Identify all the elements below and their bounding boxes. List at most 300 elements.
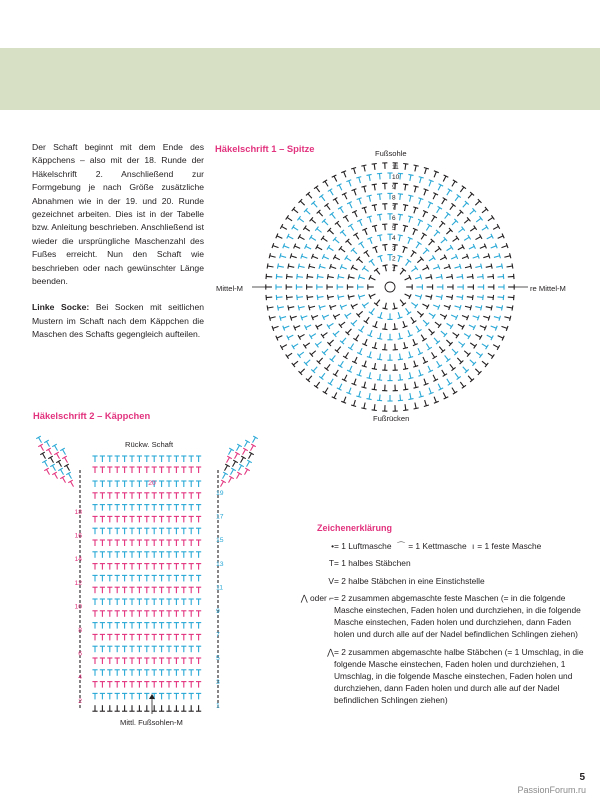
legend-row-hdc <box>288 557 588 569</box>
stitch-row5 <box>137 646 142 652</box>
stitch-row20 <box>152 467 157 473</box>
stitch-row8 <box>152 611 157 617</box>
row-number-left: 12 <box>74 579 82 587</box>
stitch-row2 <box>159 682 164 688</box>
row-number-right: 9 <box>216 608 220 615</box>
left-sock-label: Linke Socke: <box>32 302 90 313</box>
wing-left-stitch-stem <box>39 437 42 442</box>
stitch-row18 <box>92 493 97 499</box>
stitch-row5 <box>122 646 127 652</box>
stitch-row8 <box>166 611 171 617</box>
legend-two-in-one: = 2 halbe Stäbchen in eine Einstichstelle <box>334 575 485 586</box>
stitch-row1 <box>189 693 194 699</box>
stitch-row6 <box>137 634 142 640</box>
wing-left-stitch-stem <box>51 457 54 462</box>
wing-left-stitch-stem <box>65 457 68 462</box>
stitch-row1 <box>144 693 149 699</box>
stitch-row13 <box>152 552 157 558</box>
stitch-row10 <box>196 587 201 593</box>
wing-left-stitch <box>68 480 76 488</box>
stitch-row14 <box>122 540 127 546</box>
stitch-row10 <box>107 587 112 593</box>
stitch-row8 <box>107 611 112 617</box>
wing-right-stitch <box>222 464 230 472</box>
stitch-row14 <box>159 540 164 546</box>
stitch-row16 <box>181 516 186 522</box>
stitch-row8 <box>159 611 164 617</box>
row-number-left: 2 <box>78 697 82 705</box>
stitch-row1 <box>107 693 112 699</box>
wing-right-stitch-stem <box>239 465 242 470</box>
stitch-row6 <box>115 634 120 640</box>
stitch-row20 <box>159 467 164 473</box>
stitch-row12 <box>122 564 127 570</box>
stitch-row13 <box>100 552 105 558</box>
stitch-row13 <box>115 552 120 558</box>
stitch-row2 <box>137 682 142 688</box>
wing-left-stitch <box>60 476 68 484</box>
stitch-bottom <box>159 705 164 711</box>
stitch-row20 <box>100 467 105 473</box>
stitch-row13 <box>144 552 149 558</box>
legend-row-hdc2tog <box>288 646 588 707</box>
stitch-row4 <box>159 658 164 664</box>
stitch-row10 <box>166 587 171 593</box>
stitch-row16 <box>196 516 201 522</box>
chart1-top-label: Fußsohle <box>375 149 407 158</box>
round-number: 11 <box>392 163 399 171</box>
stitch-row4 <box>122 658 127 664</box>
stitch-row18 <box>115 493 120 499</box>
stitch-row7 <box>129 623 134 629</box>
wing-right-stitch-stem <box>251 445 254 450</box>
wing-left-stitch <box>48 456 56 464</box>
stitch-row12 <box>137 564 142 570</box>
stitch-row3 <box>144 670 149 676</box>
stitch-row8 <box>115 611 120 617</box>
stitch-row18 <box>196 493 201 499</box>
stitch-bottom <box>144 705 149 711</box>
stitch-row6 <box>100 634 105 640</box>
stitch-row17 <box>122 505 127 511</box>
stitch-row19 <box>107 481 112 487</box>
stitch-row16 <box>92 516 97 522</box>
stitch-row14 <box>152 540 157 546</box>
stitch-row1 <box>100 693 105 699</box>
row-number-20: 20 <box>148 480 156 487</box>
stitch-row18 <box>181 493 186 499</box>
stitch-row19 <box>100 481 105 487</box>
wing-left-stitch-stem <box>67 465 70 470</box>
single-crochet-icon: ı <box>471 541 475 552</box>
stitch-row8 <box>144 611 149 617</box>
stitch-row20 <box>129 467 134 473</box>
stitch-row14 <box>189 540 194 546</box>
stitch-row16 <box>159 516 164 522</box>
stitch-row15 <box>159 528 164 534</box>
stitch-row15 <box>122 528 127 534</box>
stitch-row16 <box>166 516 171 522</box>
stitch-row9 <box>129 599 134 605</box>
stitch-row12 <box>196 564 201 570</box>
stitch-row1 <box>159 693 164 699</box>
row-number-right: 19 <box>216 490 224 497</box>
stitch-row19 <box>122 481 127 487</box>
stitch-top <box>115 456 120 462</box>
stitch-row3 <box>174 670 179 676</box>
wing-left-stitch <box>46 448 54 456</box>
wing-left-stitch <box>42 460 50 468</box>
wing-right-stitch <box>226 476 234 484</box>
stitch-row18 <box>122 493 127 499</box>
stitch-row3 <box>92 670 97 676</box>
stitch-row17 <box>144 505 149 511</box>
wing-right-stitch-stem <box>229 449 232 454</box>
stitch-row16 <box>129 516 134 522</box>
stitch-row6 <box>159 634 164 640</box>
stitch-bottom <box>181 705 186 711</box>
stitch-row3 <box>152 670 157 676</box>
stitch-row6 <box>181 634 186 640</box>
stitch-row1 <box>174 693 179 699</box>
wing-left-stitch <box>62 456 70 464</box>
wing-right-stitch <box>224 456 232 464</box>
stitch-row13 <box>189 552 194 558</box>
round-number: 2 <box>392 255 396 263</box>
stitch-row16 <box>174 516 179 522</box>
wing-right-stitch <box>226 448 234 456</box>
wing-left-stitch-stem <box>71 481 74 486</box>
sc2tog-alt-icon: ⌐ <box>329 592 334 603</box>
wing-right-stitch-stem <box>229 477 232 482</box>
wing-right-stitch <box>218 480 226 488</box>
stitch-row20 <box>137 467 142 473</box>
chart1-bottom-label: Fußrücken <box>373 414 410 423</box>
stitch-row3 <box>196 670 201 676</box>
stitch-row6 <box>196 634 201 640</box>
stitch-row5 <box>181 646 186 652</box>
stitch-row12 <box>189 564 194 570</box>
stitch-row17 <box>129 505 134 511</box>
row-number-left: 16 <box>74 532 82 540</box>
stitch-row13 <box>174 552 179 558</box>
stitch-row18 <box>129 493 134 499</box>
stitch-bottom <box>100 705 105 711</box>
stitch-row10 <box>152 587 157 593</box>
stitch-row1 <box>115 693 120 699</box>
legend-two-together-fm: = 2 zusammen abgemaschte feste Maschen (= in die folgende Masche einstechen, Faden holen und durchziehen, in die folgende Masche einstechen, Faden holen und durchziehen, dann Faden holen und durch alle auf der Nadel befindlichen Schlingen ziehen) <box>334 592 581 640</box>
stitch-row5 <box>166 646 171 652</box>
wing-right-stitch <box>244 460 252 468</box>
stitch-row8 <box>100 611 105 617</box>
stitch-row12 <box>100 564 105 570</box>
wing-left-stitch-stem <box>57 453 60 458</box>
wing-right-stitch-stem <box>221 481 224 486</box>
row-number-right: 13 <box>216 560 224 568</box>
stitch-row11 <box>137 575 142 581</box>
stitch-row20 <box>174 467 179 473</box>
row-number-right: 11 <box>216 584 224 592</box>
stitch-row19 <box>115 481 120 487</box>
stitch-row17 <box>115 505 120 511</box>
stitch-row20 <box>92 467 97 473</box>
wing-left-stitch-stem <box>47 441 50 446</box>
stitch-row7 <box>159 623 164 629</box>
stitch-row5 <box>92 646 97 652</box>
wing-left-stitch <box>38 444 46 452</box>
stitch-row10 <box>137 587 142 593</box>
row-number-left: 6 <box>78 650 82 658</box>
stitch-bottom <box>115 705 120 711</box>
stitch-row15 <box>181 528 186 534</box>
stitch-bottom <box>166 705 171 711</box>
stitch-row12 <box>174 564 179 570</box>
stitch-row16 <box>107 516 112 522</box>
round-number: 3 <box>392 245 396 253</box>
row-number-right: 1 <box>216 702 220 710</box>
stitch-row5 <box>174 646 179 652</box>
wing-right-stitch-stem <box>243 449 246 454</box>
wing-right-stitch <box>246 452 254 460</box>
stitch-row18 <box>107 493 112 499</box>
stitch-row15 <box>152 528 157 534</box>
wing-left-stitch <box>56 460 64 468</box>
wing-left-stitch <box>44 468 52 476</box>
stitch-row10 <box>92 587 97 593</box>
wing-right-stitch <box>228 468 236 476</box>
stitch-row20 <box>115 467 120 473</box>
stitch-row5 <box>115 646 120 652</box>
legend-feste-masche: = 1 feste Masche <box>477 541 542 552</box>
stitch-row7 <box>144 623 149 629</box>
stitch-row6 <box>129 634 134 640</box>
stitch-row7 <box>122 623 127 629</box>
page-number: 5 <box>579 772 585 783</box>
stitch-row6 <box>92 634 97 640</box>
stitch-row13 <box>196 552 201 558</box>
stitch-row16 <box>122 516 127 522</box>
wing-right-stitch <box>248 444 256 452</box>
stitch-row8 <box>189 611 194 617</box>
legend-oder: oder <box>310 592 327 603</box>
stitch-row5 <box>152 646 157 652</box>
stitch-bottom <box>129 705 134 711</box>
stitch-row16 <box>152 516 157 522</box>
stitch-row19 <box>174 481 179 487</box>
stitch-row3 <box>189 670 194 676</box>
stitch-row12 <box>166 564 171 570</box>
stitch-row14 <box>100 540 105 546</box>
stitch-row4 <box>181 658 186 664</box>
stitch-bottom <box>92 705 97 711</box>
left-sock-text: Bei Socken mit seitlichen Mustern im Schaft nach dem Käppchen die Maschen des Schafts gegengleich aufteilen. <box>32 302 205 340</box>
stitch-row5 <box>196 646 201 652</box>
stitch-row16 <box>144 516 149 522</box>
stitch-row9 <box>181 599 186 605</box>
stitch-row14 <box>137 540 142 546</box>
legend-halbes-staebchen: = 1 halbes Stäbchen <box>334 558 411 569</box>
stitch-row6 <box>152 634 157 640</box>
stitch-row6 <box>144 634 149 640</box>
stitch-row6 <box>122 634 127 640</box>
stitch-row17 <box>181 505 186 511</box>
stitch-row2 <box>174 682 179 688</box>
wing-left-stitch <box>52 444 60 452</box>
stitch-row3 <box>159 670 164 676</box>
wing-right-stitch <box>232 452 240 460</box>
stitch-row11 <box>92 575 97 581</box>
chart1-right-label: re Mittel-M <box>530 284 566 293</box>
stitch-row20 <box>144 467 149 473</box>
stitch-row2 <box>100 682 105 688</box>
stitch-row4 <box>107 658 112 664</box>
stitch-top <box>181 456 186 462</box>
wing-left-stitch-stem <box>41 445 44 450</box>
wing-left-stitch <box>52 472 60 480</box>
chart2-top-label: Rückw. Schaft <box>125 440 174 449</box>
stitch-row14 <box>196 540 201 546</box>
stitch-row17 <box>92 505 97 511</box>
stitch-row3 <box>129 670 134 676</box>
wing-left-stitch-stem <box>55 473 58 478</box>
stitch-row7 <box>137 623 142 629</box>
stitch-row19 <box>196 481 201 487</box>
paragraph-shaft: Der Schaft beginnt mit dem Ende des Käppchens – also mit der 18. Runde der Häkelschrift 2. Anschließend zur Formgebung je nach Größe zusätzliche Abnahmen wie in der 19. und 20. Runde gezeichnet arbeiten. Dies ist in der Tabelle bzw. Anleitung beschrieben. Anschließend ist wieder die ursprüngliche Maschenzahl des Fußes erreicht. Nun den Schaft wie beschrieben oder nach gewünschter Länge beenden. <box>32 142 204 287</box>
stitch-row3 <box>166 670 171 676</box>
stitch-row9 <box>144 599 149 605</box>
stitch-row11 <box>144 575 149 581</box>
stitch-row4 <box>137 658 142 664</box>
wing-right-stitch-stem <box>245 441 248 446</box>
stitch-row1 <box>92 693 97 699</box>
stitch-row16 <box>137 516 142 522</box>
legend-row-basic <box>288 540 588 552</box>
stitch-row20 <box>107 467 112 473</box>
stitch-row13 <box>159 552 164 558</box>
stitch-row15 <box>129 528 134 534</box>
stitch-row10 <box>122 587 127 593</box>
stitch-row12 <box>181 564 186 570</box>
increase-icon: V <box>328 575 334 586</box>
wing-right-stitch-stem <box>231 469 234 474</box>
stitch-row17 <box>100 505 105 511</box>
stitch-row14 <box>129 540 134 546</box>
stitch-row11 <box>196 575 201 581</box>
wing-left-stitch-stem <box>59 461 62 466</box>
stitch-row7 <box>174 623 179 629</box>
legend-row-two-in-one <box>288 575 588 587</box>
stitch-row20 <box>166 467 171 473</box>
stitch-row11 <box>152 575 157 581</box>
stitch-row7 <box>92 623 97 629</box>
row-number-right: 3 <box>216 678 220 686</box>
stitch-row6 <box>107 634 112 640</box>
legend-kettmasche: = 1 Kettmasche <box>408 541 467 552</box>
legend-luftmasche: = 1 Luftmasche <box>334 541 392 552</box>
stitch-row1 <box>137 693 142 699</box>
stitch-bottom <box>137 705 142 711</box>
wing-left-stitch-stem <box>49 449 52 454</box>
stitch-row11 <box>166 575 171 581</box>
stitch-top <box>196 456 201 462</box>
stitch-bottom <box>189 705 194 711</box>
stitch-row3 <box>107 670 112 676</box>
row-number-right: 15 <box>216 537 224 545</box>
stitch-row20 <box>181 467 186 473</box>
hdc2tog-icon: ⋀ <box>327 646 334 657</box>
stitch-row7 <box>107 623 112 629</box>
round-number: 4 <box>392 235 396 243</box>
wing-right-stitch <box>238 456 246 464</box>
wing-left-stitch <box>44 440 52 448</box>
wing-right-stitch-stem <box>233 461 236 466</box>
stitch-row2 <box>107 682 112 688</box>
stitch-row15 <box>115 528 120 534</box>
stitch-row10 <box>115 587 120 593</box>
stitch-row2 <box>129 682 134 688</box>
stitch-row9 <box>92 599 97 605</box>
stitch-top <box>189 456 194 462</box>
stitch-row7 <box>115 623 120 629</box>
stitch-row19 <box>181 481 186 487</box>
stitch-bottom <box>196 705 201 711</box>
stitch-row3 <box>115 670 120 676</box>
stitch-row17 <box>152 505 157 511</box>
stitch-row3 <box>122 670 127 676</box>
legend <box>288 522 588 712</box>
stitch-row9 <box>159 599 164 605</box>
stitch-row10 <box>174 587 179 593</box>
stitch-row3 <box>100 670 105 676</box>
stitch-row15 <box>100 528 105 534</box>
legend-row-sc2tog <box>288 592 588 641</box>
wing-left-stitch-stem <box>53 465 56 470</box>
stitch-row12 <box>115 564 120 570</box>
chart1-title: Häkelschrift 1 – Spitze <box>215 143 315 154</box>
wing-right-stitch-stem <box>249 453 252 458</box>
stitch-row10 <box>189 587 194 593</box>
stitch-row11 <box>100 575 105 581</box>
stitch-row8 <box>196 611 201 617</box>
stitch-row20 <box>189 467 194 473</box>
wing-right-stitch <box>250 436 258 444</box>
wing-right-stitch <box>236 464 244 472</box>
stitch-top <box>174 456 179 462</box>
stitch-row2 <box>196 682 201 688</box>
stitch-row13 <box>122 552 127 558</box>
stitch-row18 <box>137 493 142 499</box>
stitch-row11 <box>189 575 194 581</box>
chain-stitch-icon: • <box>331 541 334 552</box>
stitch-row4 <box>100 658 105 664</box>
stitch-row11 <box>174 575 179 581</box>
stitch-row1 <box>166 693 171 699</box>
stitch-row14 <box>115 540 120 546</box>
stitch-row2 <box>122 682 127 688</box>
stitch-row18 <box>152 493 157 499</box>
round-number: 6 <box>392 214 396 222</box>
stitch-row4 <box>196 658 201 664</box>
stitch-row12 <box>152 564 157 570</box>
stitch-row14 <box>144 540 149 546</box>
stitch-row2 <box>92 682 97 688</box>
round-number: 7 <box>392 204 396 212</box>
wing-left-stitch-stem <box>63 449 66 454</box>
stitch-row5 <box>144 646 149 652</box>
stitch-row17 <box>174 505 179 511</box>
half-double-crochet-icon: T <box>328 558 334 569</box>
stitch-row15 <box>137 528 142 534</box>
